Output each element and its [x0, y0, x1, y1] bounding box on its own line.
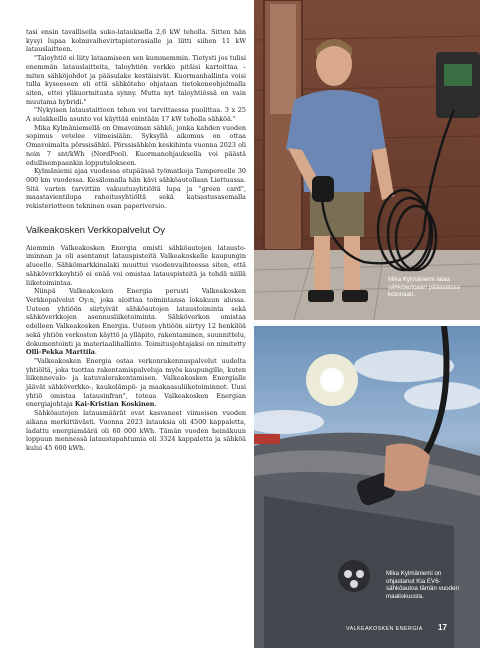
photo-caption: Mika Kylmäniemi on ohjastanut Kia EV6-sähköautoa tämän vuoden maaliskuusta. [386, 570, 459, 600]
paragraph: Sähköautojen latausmäärät ovat kasvaneet viimeisen vuoden aikana merkittävästi. Vuonna 2023 latauksia oli 4500 kappaletta, ladattu energiamäärä oli 60 000 kWh. Tämän vuoden heinäkuun loppuun mennessä lataustapahtumia oli 3324 kappaletta ja sähköä kului 45 600 kWh. [26, 409, 246, 452]
article-column [26, 28, 246, 453]
person-name: Kai-Kristian Koskinen [74, 400, 155, 409]
photo-man-charging [254, 0, 480, 320]
paragraph: "Nykyisen lataustaitteen tehon voi tarvittaessa puolittaa. 3 x 25 A sulakkeilla asunto voi käyttää enintään 17 kW teholla sähköä." [26, 106, 246, 124]
paragraph-text: . [154, 400, 157, 409]
paragraph-text: . [94, 348, 97, 357]
person-name: Olli-Pekka Marttila [26, 348, 95, 357]
photo-caption: Mika Kylmäniemi lataa sähköautoaan pääasiassa kotonaan. [388, 276, 460, 299]
paragraph: Mika Kylmäniemellä on Omavoiman sähkö, jonka kahden vuoden sopimus vetelee viimeisiään. Syksyllä aikomus on ottaa Omavoimalta pörssisähkö. Pörssisähkön keskihinta vuonna 2023 oli noin 7 snt/kWh (NordPool). Kuormanohjauksella voi päästä edullisempaankin lopputulokseen. [26, 123, 246, 167]
magazine-name: VALKEAKOSKEN ENERGIA [346, 626, 423, 632]
paragraph-text: "Valkeakosken Energia ostaa verkonrakennuspalvelut uudelta yhtiöltä, joka tuottaa rakentamispalveluja myös kaupungille, kuten liikennevalo- ja katuvalorakentamisen. Valkeakosken Energialle jäävät sähköverkko-, kaukolämpö- ja maakaasuliiketoiminnot. Uusi yhtiö omistaa latausinfran", toteaa Valkeakosken Energian energiajohtaja [26, 356, 246, 409]
page-number: 17 [438, 623, 447, 632]
paragraph: tasi ensin tavallisella suko-latauksella 2,6 kW teholla. Sitten hän kysyi lupaa kolmivaihevirtapistorasialle ja liitti siihen 11 kW latauslaitteen. [26, 28, 246, 54]
paragraph [26, 287, 246, 357]
paragraph: "Taloyhtiö ei liity lataamiseen sen kummemmin. Tietysti jos tulisi enemmän latauslaitteita, taloyhtiön verkko pitäisi kartoittaa – miten sähköjohdot ja pääsulake kestäisivät. Kuormanhallinta voisi tulla kyseeseen eli että sähköteho ohjataan tietokoneohjelmalla siten, ettei ylikuormitusta synny. Mutta nyt taloyhtiössä on vain muutama hybridi." [26, 54, 246, 106]
paragraph: Kylmäniemi ajaa vuodessa etupäässä työmatkoja Tampereelle 30 000 km vuodessa. Kesälomalla hän kävi sähköautollaan Liettuassa. Sitä varten tarvittiin vakuutusyhtiöltä lupa ja "green card", maastavientilupa rahoitusyhtiöltä sekä katsastusasemalla rekisteriotteen tekninen osan paperiversio. [26, 167, 246, 211]
paragraph [26, 357, 246, 409]
paragraph-text: Niinpä Valkeakosken Energia perusti Valkeakosken Verkkopalvelut Oy:n, joka aloittaa toimintansa lokakuun alussa. Uuteen yhtiöön siirtyivät sähköautojen lataustoiminta sekä sähköverkkojen asennusliiketoiminta. Sähköverkon omistaa edelleen Valkeakosken Energia. Uuteen yhtiöön siirtyy 12 henkilöä sekä yhtiön verkoston käyttö ja ylläpito, rakentaminen, suunnittelu, dokumentointi ja materiaalihallinto. Toimitusjohtajaksi on nimitetty [26, 287, 246, 348]
photo-man-charging-illustration [254, 0, 480, 320]
section-heading: Valkeakosken Verkkopalvelut Oy [26, 224, 166, 236]
paragraph: Aiemmin Valkeakosken Energia omisti sähköautojen lataustoiminnan ja oli asentanut latauspisteitä Valkeakoskelle kaupungin alueelle. Sähkömarkkinalaki muuttui vuodenvaihteessa siten, että sähköverkkoyhtiö ei enää voi omistaa latauspisteitä ja tehdä niillä liiketoimintaa. [26, 243, 246, 287]
